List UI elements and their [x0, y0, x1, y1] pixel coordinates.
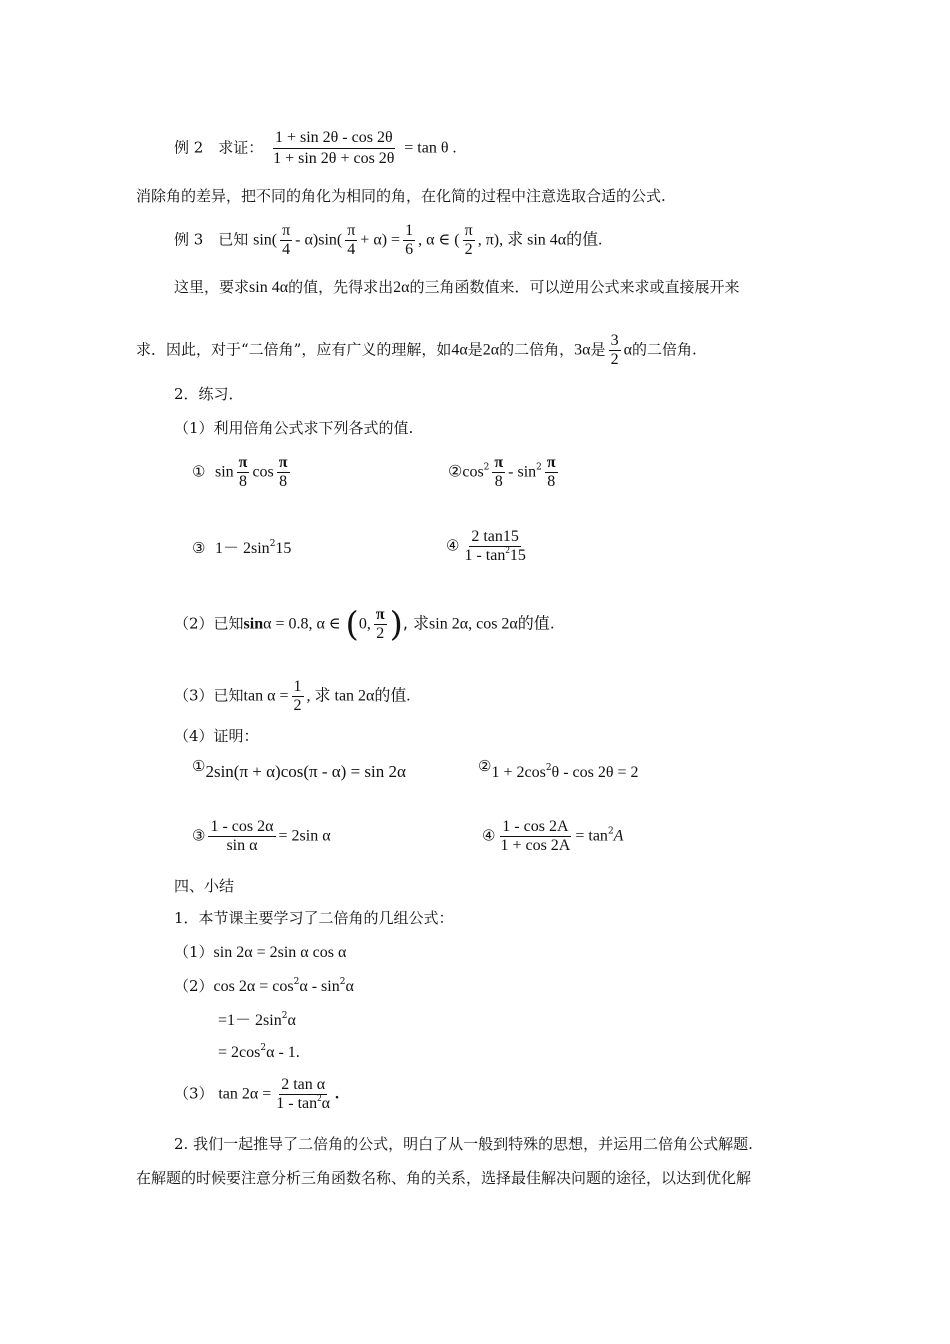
pi-symbol: π — [546, 454, 556, 471]
math: α — [623, 341, 632, 359]
example-3-label: 例 3 已知 — [174, 230, 249, 249]
math: A — [613, 827, 624, 845]
circled-number: ① — [192, 462, 206, 481]
numerator: 1 - cos 2A — [502, 818, 569, 835]
math: , 求 tan 2α的值. — [306, 687, 411, 705]
exponent: 2 — [339, 977, 346, 987]
denominator: 8 — [239, 473, 248, 490]
pi-over-8 — [545, 454, 558, 491]
right-paren: ) — [389, 604, 403, 645]
text: （3） — [174, 1084, 214, 1103]
practice-1-label: （1）利用倍角公式求下列各式的值. — [174, 419, 414, 437]
text: （2） — [174, 977, 214, 995]
denominator: 8 — [279, 473, 288, 490]
note-eliminate-angle-difference: 消除角的差异，把不同的角化为相同的角，在化简的过程中注意选取合适的公式. — [136, 187, 666, 205]
numerator: 1 - cos 2α — [210, 818, 274, 835]
math: θ - cos 2θ = 2 — [551, 764, 639, 781]
three-halves — [609, 332, 621, 369]
pi-symbol: π — [278, 454, 288, 471]
pi-symbol: π — [464, 222, 473, 239]
summary-2-line-2: 在解题的时候要注意分析三角函数名称、角的关系，选择最佳解决问题的途径，以达到优化解 — [136, 1169, 752, 1187]
practice-1-item-2 — [448, 454, 561, 491]
math: = 2sin α — [278, 827, 331, 845]
pi-over-8 — [492, 454, 505, 491]
math: α - 1. — [266, 1044, 300, 1061]
math: 15 — [509, 547, 526, 564]
example-2-rhs: = tan θ . — [404, 139, 457, 157]
math: tan α = — [243, 687, 289, 705]
section-practice-heading: 2．练习． — [174, 385, 244, 403]
summary-2-line-1: 2. 我们一起推导了二倍角的公式，明白了从一般到特殊的思想，并运用二倍角公式解题. — [174, 1135, 753, 1153]
numerator: 3 — [610, 332, 619, 349]
example-3-part: sin( — [253, 231, 278, 249]
pi-over-8 — [277, 454, 290, 491]
example-2-fraction — [271, 128, 396, 169]
math: 2sin(π + α)cos(π - α) = sin 2α — [205, 762, 406, 781]
denominator: 4 — [347, 241, 356, 258]
denominator: 2 — [376, 625, 385, 642]
denominator: 4 — [282, 241, 291, 258]
practice-4-label: （4）证明： — [174, 727, 259, 745]
example-3-part: , α ∈ ( — [418, 231, 460, 249]
math: = 2cos — [218, 1044, 261, 1061]
numerator: 2 tan15 — [471, 528, 519, 545]
denominator: 2 — [293, 697, 302, 714]
summary-1: 1．本节课主要学习了二倍角的几组公式： — [174, 909, 454, 927]
text: 是 — [467, 340, 483, 359]
formula-2-line-2 — [218, 1010, 296, 1031]
practice-1-item-1 — [192, 454, 293, 491]
denominator: sin α — [226, 837, 258, 854]
math: cos — [252, 463, 274, 481]
example-3-one-sixth — [403, 222, 415, 259]
math: sin 2α, cos 2α — [429, 615, 518, 633]
numerator: 1 — [405, 222, 414, 239]
pi-over-2 — [374, 606, 387, 643]
circled-number: ④ — [446, 536, 460, 555]
example-3-pi-over-4-a — [280, 222, 292, 259]
text: 是 — [590, 340, 606, 359]
example-3-pi-over-4-b — [345, 222, 357, 259]
practice-3 — [174, 678, 410, 715]
math: α — [321, 1095, 331, 1112]
exponent: 2 — [545, 763, 552, 773]
paragraph-explanation-2 — [136, 332, 697, 369]
tan-fraction — [462, 528, 527, 565]
circled-number: ④ — [482, 826, 496, 845]
math: α - sin — [299, 978, 340, 995]
circled-number: ③ — [192, 539, 206, 557]
text: 这里，要求 — [174, 278, 250, 296]
math: 15 — [275, 540, 292, 557]
math: sin — [243, 615, 264, 633]
pi-symbol: π — [347, 222, 356, 239]
text: 的值 — [517, 613, 550, 633]
tan-double-fraction — [274, 1076, 332, 1113]
text: （1） — [174, 943, 214, 961]
formula-3 — [174, 1076, 339, 1113]
denominator: 2 — [464, 241, 473, 258]
denominator: 8 — [494, 473, 503, 490]
practice-1-item-3 — [192, 538, 291, 559]
practice-1-item-4 — [446, 528, 531, 565]
circled-number: ① — [192, 757, 206, 775]
example-3 — [174, 222, 602, 259]
math: 2α — [393, 279, 410, 296]
exponent: 2 — [536, 462, 542, 473]
exponent: 2 — [505, 545, 510, 555]
math: =1－ 2sin — [218, 1012, 282, 1029]
pi-over-8 — [237, 454, 250, 491]
exponent: 2 — [281, 1011, 288, 1021]
denominator — [462, 547, 527, 565]
example-3-part: + α) = — [360, 231, 401, 249]
math: sin 4α — [249, 279, 289, 296]
text: 求．因此，对于“二倍角”，应有广义的理解，如 — [136, 340, 452, 359]
numerator: 1 — [293, 678, 302, 695]
math: = tan — [575, 827, 608, 845]
example-3-part: - α)sin( — [295, 231, 343, 249]
text: 的二倍角， — [499, 340, 575, 359]
text: . — [549, 614, 555, 633]
text: （3）已知 — [174, 686, 244, 705]
section-summary-heading: 四、小结 — [174, 877, 235, 895]
formula-2 — [174, 976, 354, 997]
math: α — [287, 1012, 296, 1029]
math: 1－ 2sin — [215, 540, 270, 557]
practice-4-item-4 — [482, 818, 623, 855]
exponent: 2 — [317, 1093, 322, 1103]
exponent: 2 — [483, 462, 490, 473]
pi-symbol: π — [375, 606, 385, 623]
math: . — [335, 1085, 340, 1103]
example-2-label: 例 2 求证： — [174, 138, 264, 157]
math: 1 - tan — [276, 1095, 318, 1112]
exponent: 2 — [293, 977, 300, 987]
text: 的三角函数值来．可以逆用公式来求或直接展开来 — [409, 278, 740, 296]
pi-symbol: π — [494, 454, 504, 471]
math: , 求 — [402, 613, 430, 633]
circled-number: ③ — [192, 826, 206, 845]
text: 的二倍角. — [631, 340, 697, 359]
math: cos 2α = cos — [213, 978, 294, 995]
denominator — [274, 1095, 332, 1113]
formula-1 — [174, 942, 346, 963]
math: sin 2α = 2sin α cos α — [213, 944, 347, 961]
numerator: 2 tan α — [281, 1076, 326, 1093]
text: 的值，先得求出 — [288, 278, 394, 296]
left-paren: ( — [345, 604, 359, 645]
math: 3α — [574, 341, 591, 359]
math: 0, — [358, 615, 371, 633]
math: 2α — [482, 341, 500, 359]
pi-symbol: π — [282, 222, 291, 239]
denominator: 8 — [547, 473, 556, 490]
math: sin — [215, 463, 234, 481]
one-half — [292, 678, 304, 715]
paragraph-explanation-1 — [174, 277, 740, 298]
pi-symbol: π — [238, 454, 248, 471]
math: 1 + 2cos — [491, 764, 546, 781]
circled-number: ② — [478, 757, 492, 775]
cos-A-fraction — [498, 818, 572, 855]
exponent: 2 — [260, 1043, 267, 1053]
exponent: 2 — [607, 826, 614, 837]
math: 1 - tan — [464, 547, 506, 564]
practice-4-item-2 — [478, 757, 639, 783]
formula-2-line-3 — [218, 1042, 300, 1063]
math: 4α — [451, 341, 468, 359]
denominator: 1 + cos 2A — [500, 837, 571, 854]
example-2 — [174, 128, 456, 169]
text: （2）已知 — [174, 614, 244, 633]
denominator: 6 — [405, 241, 414, 258]
denominator: 2 — [610, 351, 619, 368]
exponent: 2 — [269, 539, 276, 549]
practice-2 — [174, 606, 555, 643]
math: α — [345, 978, 354, 995]
cos-fraction — [208, 818, 275, 855]
math: ②cos — [448, 463, 484, 481]
math: tan 2α = — [218, 1085, 272, 1103]
math: - sin — [508, 463, 537, 481]
practice-4-item-3 — [192, 818, 331, 855]
example-3-part: , π), 求 sin 4α的值. — [477, 231, 603, 249]
example-2-denominator: 1 + sin 2θ + cos 2θ — [273, 150, 395, 167]
math: α = 0.8, α ∈ — [263, 615, 341, 633]
example-3-pi-over-2 — [463, 222, 475, 259]
example-2-numerator: 1 + sin 2θ - cos 2θ — [273, 128, 395, 149]
practice-4-item-1 — [192, 757, 406, 782]
